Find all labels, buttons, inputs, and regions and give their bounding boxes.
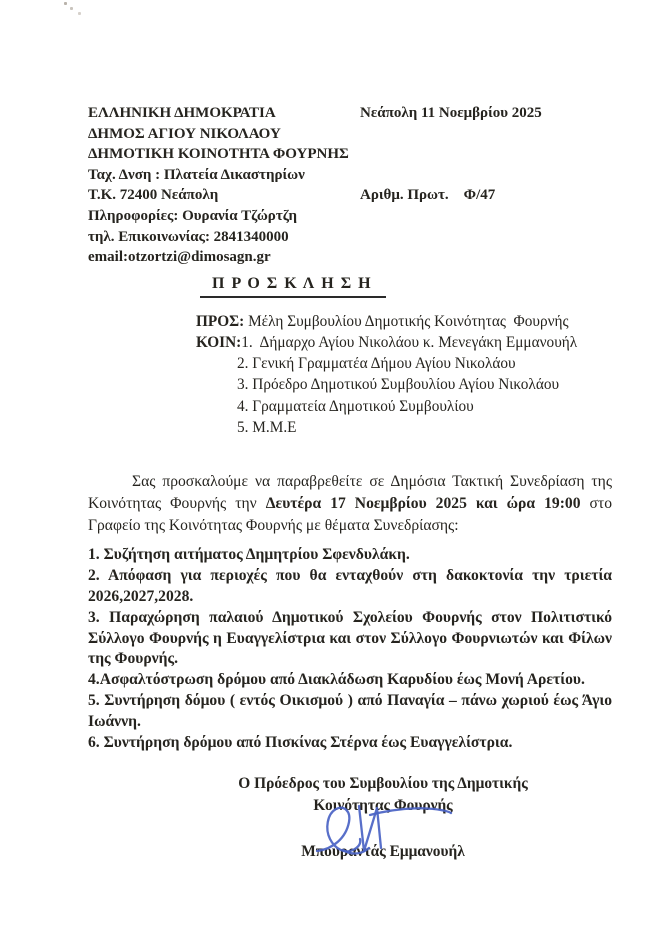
scan-artifact	[64, 2, 67, 5]
agenda-item-6: 6. Συντήρηση δρόμου από Πισκίνας Στέρνα έως Ευαγγελίστρια.	[88, 733, 513, 751]
meeting-datetime: Δευτέρα 17 Νοεμβρίου 2025 και ώρα 19:00	[265, 494, 581, 512]
signature-block	[203, 773, 563, 863]
agenda-item-5: 5. Συντήρηση δόμου ( εντός Οικισμού ) από Παναγία – πάνω χωριού έως Άγιο Ιωάννη.	[88, 691, 612, 730]
document-title: Π Ρ Ο Σ Κ Λ Η Σ Η	[200, 275, 386, 298]
intro-paragraph	[88, 471, 612, 536]
contact-person-line: Πληροφορίες: Ουρανία Τζώρτζη	[88, 207, 298, 224]
cc-value-3: 3. Πρόεδρο Δημοτικού Συμβουλίου Αγίου Νικολάου	[237, 376, 560, 394]
title-row	[200, 275, 612, 298]
agenda-item-3: 3. Παραχώρηση παλαιού Δημοτικού Σχολείου Φουρνής στον Πολιτιστικό Σύλλογο Φουρνής η Ευαγγελίστρια και στον Σύλλογο Φουρνιωτών και Φίλων της Φουρνής.	[88, 608, 612, 668]
protocol-number: Αριθμ. Πρωτ. Φ/47	[360, 187, 496, 203]
org-line-3: ΔΗΜΟΤΙΚΗ ΚΟΙΝΟΤΗΤΑ ΦΟΥΡΝΗΣ	[88, 146, 349, 163]
cc-label: ΚΟΙΝ:	[196, 333, 242, 351]
agenda-item-1: 1. Συζήτηση αιτήματος Δημητρίου Σφενδυλάκη.	[88, 546, 410, 564]
signatory-title-line-2: Κοινότητας Φουρνής	[313, 797, 453, 815]
agenda-item-2: 2. Απόφαση για περιοχές που θα ενταχθούν στη δακοκτονία την τριετία 2026,2027,2028.	[88, 567, 612, 605]
email-line: email:otzortzi@dimosagn.gr	[88, 249, 271, 266]
to-value: Μέλη Συμβουλίου Δημοτικής Κοινότητας Φουρνής	[244, 312, 569, 330]
postal-code-line: Τ.Κ. 72400 Νεάπολη	[88, 187, 219, 204]
to-label: ΠΡΟΣ:	[196, 312, 245, 330]
org-line-1: ΕΛΛΗΝΙΚΗ ΔΗΜΟΚΡΑΤΙΑ	[88, 105, 276, 121]
intro-text-end: στο Γραφείο της Κοινότητας Φουρνής με θέματα Συνεδρίασης:	[88, 494, 612, 534]
place-date-line: Νεάπολη 11 Νοεμβρίου 2025	[360, 105, 542, 121]
cc-line	[196, 332, 612, 353]
to-line	[196, 311, 612, 332]
letterhead	[88, 103, 612, 268]
org-line-2: ΔΗΜΟΣ ΑΓΙΟΥ ΝΙΚΟΛΑΟΥ	[88, 125, 281, 142]
signatory-name: Μπουραντάς Εμμανουήλ	[301, 843, 465, 861]
cc-value-1: 1. Δήμαρχο Αγίου Νικολάου κ. Μενεγάκη Εμμανουήλ	[241, 333, 578, 351]
cc-value-2: 2. Γενική Γραμματέα Δήμου Αγίου Νικολάου	[237, 355, 516, 373]
signatory-title-line-1: Ο Πρόεδρος του Συμβουλίου της Δημοτικής	[238, 775, 528, 793]
cc-value-5: 5. Μ.Μ.Ε	[237, 418, 297, 436]
recipients-block	[88, 311, 612, 438]
agenda-list	[88, 545, 612, 753]
intro-text-start: Σας προσκαλούμε να παραβρεθείτε σε Δημόσια Τακτική Συνεδρίαση της Κοινότητας Φουρνής την	[88, 472, 612, 512]
document-content	[88, 103, 612, 863]
phone-line: τηλ. Επικοινωνίας: 2841340000	[88, 228, 289, 245]
cc-value-4: 4. Γραμματεία Δημοτικού Συμβουλίου	[237, 397, 474, 415]
address-line: Ταχ. Δνση : Πλατεία Δικαστηρίων	[88, 166, 305, 183]
agenda-item-4: 4.Ασφαλτόστρωση δρόμου από Διακλάδωση Καρυδίου έως Μονή Αρετίου.	[88, 671, 585, 689]
